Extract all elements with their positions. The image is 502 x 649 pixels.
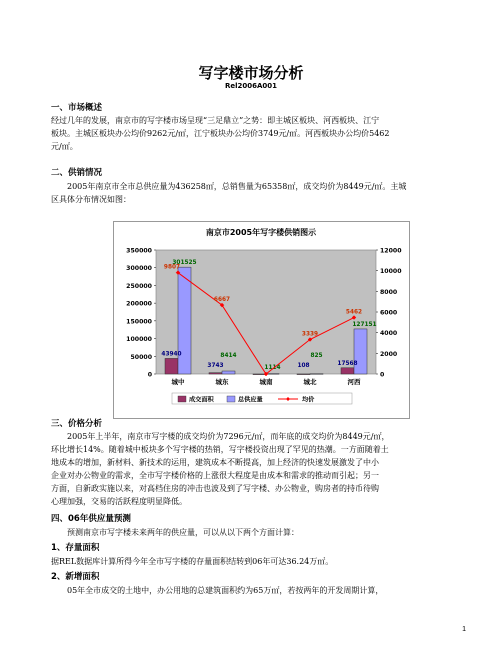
section1-line: 板块。主城区板块办公均价9262元/㎡，江宁板块办公均价3749元/㎡。河西板块办公均价5462 [51, 129, 390, 138]
section4-1-heading: 1、存量面积 [51, 543, 100, 553]
bar-data-label: 3743 [207, 363, 224, 369]
section3-line: 环比增长14%。随着城中板块多个写字楼的热销，写字楼投资出现了罕见的热潮。一方面随着土 [51, 445, 389, 454]
bar-data-label: 17568 [337, 360, 358, 367]
line-data-label: 6667 [213, 297, 231, 304]
section3-line: 方面，自新政实施以来，对高档住房的冲击也波及到了写字楼、办公物业，购房者的持币待购 [51, 484, 379, 493]
legend-label: 总供应量 [238, 396, 263, 404]
line-data-label: 5462 [345, 309, 363, 316]
bar-total-supply [222, 371, 235, 374]
right-axis-tick-label: 8000 [380, 288, 398, 296]
right-axis-tick-label: 10000 [380, 268, 402, 276]
bar-data-label: 825 [310, 353, 323, 359]
bar-data-label: 8414 [220, 353, 237, 359]
section2-line: 2005年南京市全市总供应量为436258㎡，总销售量为65358㎡，成交均价为8449元/㎡。主城 [67, 182, 407, 191]
section3-line: 企业对办公物业的需求，全市写字楼价格的上涨很大程度是由成本和需求的推动而引起；另一 [51, 471, 379, 480]
category-label: 城南 [259, 378, 273, 386]
section2-body [51, 180, 463, 206]
section3-body [51, 430, 463, 508]
section4-2-line: 05年全市成交的土地中，办公用地的总建筑面积约为65万㎡，若按两年的开发周期计算， [67, 586, 384, 595]
bar-deal-area [165, 358, 178, 374]
left-axis-tick-label: 200000 [126, 300, 152, 308]
bar-data-label: 108 [297, 363, 310, 369]
section1-body [51, 114, 463, 153]
left-axis-tick-label: 0 [147, 371, 152, 379]
right-axis-tick-label: 6000 [380, 309, 398, 317]
section2-line: 区具体分布情况如图： [51, 195, 131, 204]
right-axis-tick-label: 4000 [380, 330, 398, 338]
section1-line: 元/㎡。 [51, 142, 78, 151]
category-label: 城东 [215, 378, 229, 386]
section3-heading: 三、价格分析 [51, 419, 103, 429]
section1-line: 经过几年的发展，南京市的写字楼市场呈现“三足鼎立”之势：即主城区板块、河西板块、江宁 [51, 116, 380, 125]
category-label: 城中 [171, 378, 185, 386]
page-number: 1 [462, 626, 466, 633]
bar-data-label: 1114 [264, 365, 281, 371]
section4-heading: 四、06年供应量预测 [51, 514, 131, 524]
legend-label: 成交面积 [189, 396, 214, 404]
bar-deal-area [209, 373, 222, 374]
line-data-label: 9807 [163, 264, 181, 271]
section2-heading: 二、供销情况 [51, 168, 103, 178]
legend-label: 均价 [302, 396, 315, 404]
section3-line: 2005年上半年，南京市写字楼的成交均价为7296元/㎡，而年底的成交均价为8449元/㎡， [67, 432, 390, 441]
left-axis-tick-label: 250000 [126, 282, 152, 290]
left-axis-tick-label: 100000 [126, 336, 152, 344]
bar-total-supply [178, 267, 191, 374]
line-data-label: 3339 [301, 331, 319, 338]
bar-total-supply [354, 329, 367, 374]
right-axis-tick-label: 12000 [380, 247, 402, 255]
section3-line: 地成本的增加，新材料、新技术的运用，建筑成本不断提高，加上经济的快速发展激发了中小 [51, 458, 379, 467]
category-label: 城北 [303, 378, 317, 386]
section1-heading: 一、市场概述 [51, 103, 103, 113]
doc-title: 写字楼市场分析 [198, 64, 304, 82]
supply-sales-chart [113, 221, 410, 419]
chart-title: 南京市2005年写字楼供销图示 [205, 228, 317, 237]
bar-total-supply [310, 374, 323, 375]
category-label: 河西 [347, 378, 361, 386]
left-axis-tick-label: 150000 [126, 318, 152, 326]
section4-1-line: 据REL数据库计算所得今年全市写字楼的存量面积结转到06年可达36.24万㎡。 [51, 557, 334, 566]
section3-line: 心理加强，交易的活跃程度明显降低。 [51, 497, 187, 506]
bar-data-label: 43940 [161, 351, 182, 358]
legend-swatch-deal-area [178, 396, 186, 402]
doc-code: Rel2006A001 [224, 82, 278, 90]
left-axis-tick-label: 50000 [130, 353, 152, 361]
left-axis-tick-label: 300000 [126, 265, 152, 273]
section4-2-heading: 2、新增面积 [51, 572, 100, 582]
chart-svg [114, 222, 409, 418]
bar-data-label: 127151 [352, 321, 377, 328]
legend-swatch-total-supply [227, 396, 235, 402]
left-axis-tick-label: 350000 [126, 247, 152, 255]
right-axis-tick-label: 0 [380, 371, 385, 379]
right-axis-tick-label: 2000 [380, 350, 398, 358]
bar-data-label: 301525 [172, 260, 197, 267]
bar-deal-area [297, 374, 310, 375]
bar-deal-area [341, 368, 354, 374]
section4-line: 预测南京市写字楼未来两年的供应量，可以从以下两个方面计算： [67, 528, 299, 537]
